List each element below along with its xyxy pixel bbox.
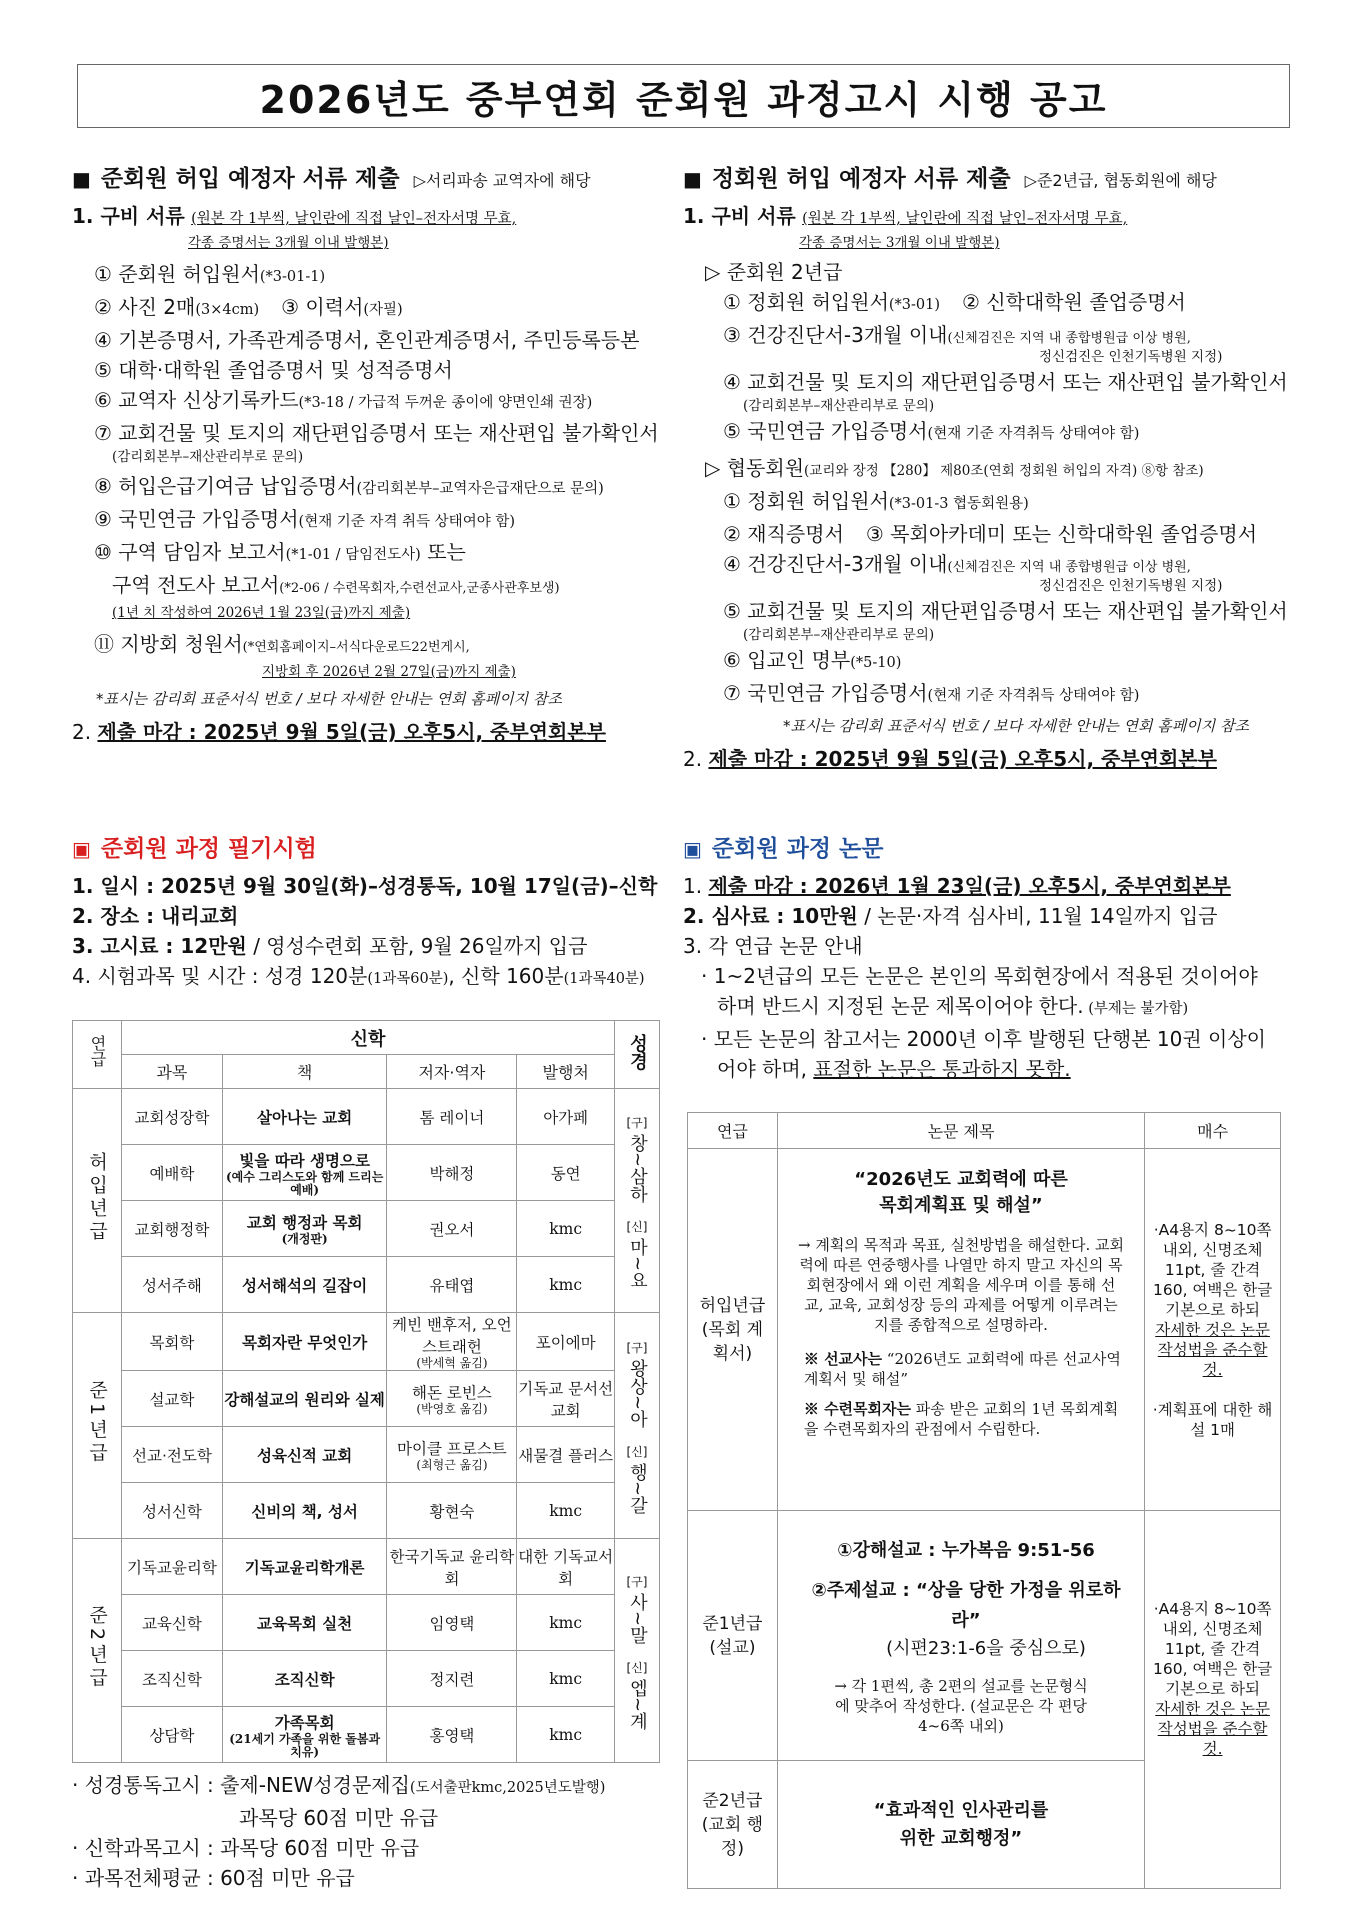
full-member-docs-section: ■ 정회원 허입 예정자 서류 제출 ▷준2년급, 협동회원에 해당 1. 구비 서류 (원본 각 1부씩, 날인란에 직접 날인–전자서명 무효, 각종 증명서는 3개월 이내 발행본) ▷ 준회원 2년급 ① 정회원 허입원서(*3-01) ② 신학대학원 졸업증명서 ③ 건강진단서-3개월 이내(신체검진은 지역 내 종합병원급 이상 병원, 정신검진은 인천기독병원 지정) ④ 교회건물 및 토지의 재단편입증명서 또는 재산편입 불가확인서 (감리회본부–재산관리부로 문의) ⑤ 국민연금 가입증명서(현재 기준 자격취득 상태여야 함) ▷ 협동회원(교리와 장정 【280】 제80조(연회 정회원 허입의 자격) ⑧항 참조) ① 정회원 허입원서(*3-01-3 협동회원용) ② 재직증명서 ③ 목회아카데미 또는 신학대학원 졸업증명서 ④ 건강진단서-3개월 이내(신체검진은 지역 내 종합병원급 이상 병원, 정신검진은 인천기독병원 지정) ⑤ 교회건물 및 토지의 재단편입증명서 또는 재산편입 불가확인서 (감리회본부–재산관리부로 문의) ⑥ 입교인 명부(*5-10) ⑦ 국민연금 가입증명서(현재 기준 자격취득 상태여야 함) *표시는 감리회 표준서식 번호 / 보다 자세한 안내는 연회 홈페이지 참조 2. 제출 마감 : 2025년 9월 5일(금) 오후5시, 중부연회본부	[683, 160, 1313, 774]
author-cell: 홍영택	[387, 1707, 517, 1763]
doc-item: ② 재직증명서 ③ 목회아카데미 또는 신학대학원 졸업증명서	[723, 522, 1258, 546]
section-heading: ■ 정회원 허입 예정자 서류 제출 ▷준2년급, 협동회원에 해당	[683, 166, 1217, 192]
doc-item: ① 정회원 허입원서(*3-01) ② 신학대학원 졸업증명서	[723, 290, 1186, 314]
doc-item: ⑤ 교회건물 및 토지의 재단편입증명서 또는 재산편입 불가확인서	[723, 599, 1288, 623]
author-cell: 한국기독교 윤리학회	[387, 1539, 517, 1595]
doc-item: ⑤ 국민연금 가입증명서(현재 기준 자격취득 상태여야 함)	[723, 419, 1140, 443]
square-bullet-icon: ■	[72, 167, 91, 191]
table-row	[73, 1595, 660, 1651]
publisher-cell: kmc	[517, 1257, 615, 1313]
book-cell: 성육신적 교회	[222, 1427, 387, 1483]
doc-item: ⑪ 지방회 청원서(*연회홈페이지–서식다운로드22번게시,	[94, 632, 470, 656]
book-cell: 가족목회 (21세기 가족을 위한 돌봄과 치유)	[222, 1707, 387, 1763]
doc-item: ④ 교회건물 및 토지의 재단편입증명서 또는 재산편입 불가확인서	[723, 370, 1288, 394]
subject-cell: 기독교윤리학	[122, 1539, 223, 1595]
deadline: 제출 마감 : 2025년 9월 5일(금) 오후5시, 중부연회본부	[97, 720, 606, 744]
subject-cell: 성서주해	[122, 1257, 223, 1313]
doc-item: ④ 건강진단서-3개월 이내(신체검진은 지역 내 종합병원급 이상 병원,	[723, 552, 1191, 576]
year-cell: 준1년급 (설교)	[688, 1511, 778, 1761]
doc-item: ① 정회원 허입원서(*3-01-3 협동회원용)	[723, 489, 1029, 513]
publisher-cell: 대한 기독교서회	[517, 1539, 615, 1595]
publisher-cell: 아가페	[517, 1089, 615, 1145]
author-cell: 케빈 밴후저, 오언 스트래헌 (박세혁 옮김)	[387, 1313, 517, 1371]
doc-item: ④ 기본증명서, 가족관계증명서, 혼인관계증명서, 주민등록등본	[94, 328, 640, 352]
pages-cell: ·A4용지 8~10쪽 내외, 신명조체 11pt, 줄 간격 160, 여백은 한글 기본으로 하되 자세한 것은 논문 작성법을 준수할 것.	[1145, 1511, 1281, 1889]
doc-item: 구역 전도사 보고서(*2-06 / 수련목회자,수련선교사,군종사관후보생)	[112, 573, 560, 597]
section-heading: ▣ 준회원 과정 필기시험	[72, 836, 317, 862]
table-row	[73, 1483, 660, 1539]
square-bullet-icon: ▣	[683, 837, 702, 861]
author-cell: 박해정	[387, 1145, 517, 1201]
publisher-cell: 기독교 문서선교회	[517, 1371, 615, 1427]
table-row	[73, 1201, 660, 1257]
publisher-cell: 새물결 플러스	[517, 1427, 615, 1483]
bible-range-cell: [구] 왕상~아 [신] 행~갈	[614, 1313, 659, 1539]
table-row	[73, 1371, 660, 1427]
subject-cell: 교육신학	[122, 1595, 223, 1651]
subject-cell: 조직신학	[122, 1651, 223, 1707]
author-cell: 해돈 로빈스 (박영호 옮김)	[387, 1371, 517, 1427]
subject-cell: 상담학	[122, 1707, 223, 1763]
year-cell: 준2년급 (교회 행정)	[688, 1761, 778, 1889]
title-cell: ①강해설교 : 누가복음 9:51-56 ②주제설교 : “상을 당한 가정을 위로하라” (시편23:1-6을 중심으로) → 각 1편씩, 총 2편의 설교를 논문형식에 맞추어 작성한다. (설교문은 각 편당 4~6쪽 내외)	[777, 1511, 1144, 1761]
title-cell: “효과적인 인사관리를 위한 교회행정”	[777, 1761, 1144, 1889]
col-header: 저자·역자	[387, 1055, 517, 1089]
author-cell: 권오서	[387, 1201, 517, 1257]
table-row	[73, 1257, 660, 1313]
author-cell: 마이클 프로스트 (최형근 옮김)	[387, 1427, 517, 1483]
doc-item: ① 준회원 허입원서(*3-01-1)	[94, 262, 326, 286]
doc-item: ② 사진 2매(3×4cm) ③ 이력서(자필)	[94, 295, 403, 319]
publisher-cell: kmc	[517, 1651, 615, 1707]
subject-cell: 목회학	[122, 1313, 223, 1371]
book-cell: 기독교윤리학개론	[222, 1539, 387, 1595]
subject-cell: 선교·전도학	[122, 1427, 223, 1483]
subject-cell: 예배학	[122, 1145, 223, 1201]
exam-notes: · 성경통독고시 : 출제-NEW성경문제집(도서출판kmc,2025년도발행) 과목당 60점 미만 유급 · 신학과목고시 : 과목당 60점 미만 유급 · 과목전체평균 : 60점 미만 유급	[72, 1773, 606, 1890]
pages-cell: ·A4용지 8~10쪽 내외, 신명조체 11pt, 줄 간격 160, 여백은 한글 기본으로 하되 자세한 것은 논문 작성법을 준수할 것. ·계획표에 대한 해설 1매	[1145, 1149, 1281, 1511]
publisher-cell: kmc	[517, 1595, 615, 1651]
doc-item: ⑥ 교역자 신상기록카드(*3-18 / 가급적 두꺼운 종이에 양면인쇄 권장)	[94, 388, 593, 412]
square-bullet-icon: ▣	[72, 837, 91, 861]
exam-section: ▣ 준회원 과정 필기시험 1. 일시 : 2025년 9월 30일(화)–성경통독, 10월 17일(금)–신학 2. 장소 : 내리교회 3. 고시료 : 12만원 / 영성수련회 포함, 9월 26일까지 입금 4. 시험과목 및 시간 : 성경 120분(1과목60분), 신학 160분(1과목40분)	[72, 830, 672, 994]
title-cell: “2026년도 교회력에 따른 목회계획표 및 해설” → 계획의 목적과 목표, 실천방법을 해설한다. 교회력에 따른 연중행사를 나열만 하지 말고 자신의 목회현장에서 왜 이런 계획을 세우며 이를 통해 선교, 교육, 교회성장 등의 과제를 어떻게 이루려는지를 종합적으로 설명하라. ※ 선교사는 “2026년도 교회력에 따른 선교사역 계획서 및 해설” ※ 수련목회자는 파송 받은 교회의 1년 목회계획을 수련목회자의 관점에서 수립한다.	[777, 1149, 1144, 1511]
associate-docs-section: ■ 준회원 허입 예정자 서류 제출 ▷서리파송 교역자에 해당 1. 구비 서류 (원본 각 1부씩, 날인란에 직접 날인–전자서명 무효, 각종 증명서는 3개월 이내 발행본) ① 준회원 허입원서(*3-01-1) ② 사진 2매(3×4cm) ③ 이력서(자필) ④ 기본증명서, 가족관계증명서, 혼인관계증명서, 주민등록등본 ⑤ 대학·대학원 졸업증명서 및 성적증명서 ⑥ 교역자 신상기록카드(*3-18 / 가급적 두꺼운 종이에 양면인쇄 권장) ⑦ 교회건물 및 토지의 재단편입증명서 또는 재산편입 불가확인서 (감리회본부–재산관리부로 문의) ⑧ 허입은급기여금 납입증명서(감리회본부–교역자은급재단으로 문의) ⑨ 국민연금 가입증명서(현재 기준 자격 취득 상태여야 함) ⑩ 구역 담임자 보고서(*1-01 / 담임전도사) 또는 구역 전도사 보고서(*2-06 / 수련목회자,수련선교사,군종사관후보생) (1년 치 작성하여 2026년 1월 23일(금)까지 제출) ⑪ 지방회 청원서(*연회홈페이지–서식다운로드22번게시, 지방회 후 2026년 2월 27일(금)까지 제출) *표시는 감리회 표준서식 번호 / 보다 자세한 안내는 연회 홈페이지 참조 2. 제출 마감 : 2025년 9월 5일(금) 오후5시, 중부연회본부	[72, 160, 672, 747]
doc-item: ⑦ 국민연금 가입증명서(현재 기준 자격취득 상태여야 함)	[723, 681, 1140, 705]
doc-item: ⑤ 대학·대학원 졸업증명서 및 성적증명서	[94, 358, 453, 382]
table-row	[73, 1089, 660, 1145]
deadline: 제출 마감 : 2025년 9월 5일(금) 오후5시, 중부연회본부	[708, 747, 1217, 771]
doc-item: ③ 건강진단서-3개월 이내(신체검진은 지역 내 종합병원급 이상 병원,	[723, 323, 1191, 347]
book-cell: 성서해석의 길잡이	[222, 1257, 387, 1313]
doc-item: ⑥ 입교인 명부(*5-10)	[723, 648, 902, 672]
author-cell: 톰 레이너	[387, 1089, 517, 1145]
book-cell: 교육목회 실천	[222, 1595, 387, 1651]
page-title: 2026년도 중부연회 준회원 과정고시 시행 공고	[259, 77, 1108, 122]
col-header: 논문 제목	[777, 1113, 1144, 1149]
subject-cell: 교회행정학	[122, 1201, 223, 1257]
section-heading: ▣ 준회원 과정 논문	[683, 836, 884, 862]
publisher-cell: 동연	[517, 1145, 615, 1201]
book-cell: 교회 행정과 목회 (개정판)	[222, 1201, 387, 1257]
doc-item: ⑦ 교회건물 및 토지의 재단편입증명서 또는 재산편입 불가확인서	[94, 421, 659, 445]
col-header: 발행처	[517, 1055, 615, 1089]
table-row	[73, 1313, 660, 1371]
table-row	[73, 1427, 660, 1483]
col-header: 성경	[614, 1021, 659, 1089]
book-cell: 신비의 책, 성서	[222, 1483, 387, 1539]
subject-cell: 성서신학	[122, 1483, 223, 1539]
publisher-cell: kmc	[517, 1201, 615, 1257]
author-cell: 정지련	[387, 1651, 517, 1707]
doc-item: ⑧ 허입은급기여금 납입증명서(감리회본부–교역자은급재단으로 문의)	[94, 474, 604, 498]
subject-cell: 교회성장학	[122, 1089, 223, 1145]
col-header: 연급	[688, 1113, 778, 1149]
author-cell: 황현숙	[387, 1483, 517, 1539]
table-row	[73, 1651, 660, 1707]
col-header: 매수	[1145, 1113, 1281, 1149]
year-cell: 준2년급	[73, 1539, 122, 1763]
col-header: 신학	[122, 1021, 615, 1055]
thesis-table	[687, 1112, 1281, 1889]
bible-range-cell: [구] 창~삼하 [신] 마~요	[614, 1089, 659, 1313]
table-row	[73, 1707, 660, 1763]
col-header: 과목	[122, 1055, 223, 1089]
year-cell: 준1년급	[73, 1313, 122, 1539]
book-cell: 살아나는 교회	[222, 1089, 387, 1145]
publisher-cell: kmc	[517, 1483, 615, 1539]
table-row	[73, 1145, 660, 1201]
publisher-cell: kmc	[517, 1707, 615, 1763]
year-cell: 허입년급	[73, 1089, 122, 1313]
square-bullet-icon: ■	[683, 167, 702, 191]
book-cell: 빛을 따라 생명으로 (예수 그리스도와 함께 드리는 예배)	[222, 1145, 387, 1201]
section-heading: ■ 준회원 허입 예정자 서류 제출 ▷서리파송 교역자에 해당	[72, 166, 591, 192]
author-cell: 임영택	[387, 1595, 517, 1651]
book-cell: 조직신학	[222, 1651, 387, 1707]
doc-item: ⑩ 구역 담임자 보고서(*1-01 / 담임전도사) 또는	[94, 540, 466, 564]
thesis-section: ▣ 준회원 과정 논문 1. 제출 마감 : 2026년 1월 23일(금) 오후5시, 중부연회본부 2. 심사료 : 10만원 / 논문·자격 심사비, 11월 14일까지 입금 3. 각 연급 논문 안내 · 1~2년급의 모든 논문은 본인의 목회현장에서 적용된 것이어야 하며 반드시 지정된 논문 제목이어야 한다. (부제는 불가함) · 모든 논문의 참고서는 2000년 이후 발행된 단행본 10권 이상이 어야 하며, 표절한 논문은 통과하지 못함.	[683, 830, 1313, 1084]
doc-item: ⑨ 국민연금 가입증명서(현재 기준 자격 취득 상태여야 함)	[94, 507, 515, 531]
publisher-cell: 포이에마	[517, 1313, 615, 1371]
table-row	[73, 1539, 660, 1595]
subject-cell: 설교학	[122, 1371, 223, 1427]
exam-table	[72, 1020, 660, 1763]
col-header: 책	[222, 1055, 387, 1089]
col-header: 연급	[73, 1021, 122, 1089]
author-cell: 유태엽	[387, 1257, 517, 1313]
year-cell: 허입년급 (목회 계획서)	[688, 1149, 778, 1511]
bible-range-cell: [구] 사~말 [신] 엡~계	[614, 1539, 659, 1763]
title-box	[77, 64, 1290, 128]
book-cell: 강해설교의 원리와 실제	[222, 1371, 387, 1427]
book-cell: 목회자란 무엇인가	[222, 1313, 387, 1371]
